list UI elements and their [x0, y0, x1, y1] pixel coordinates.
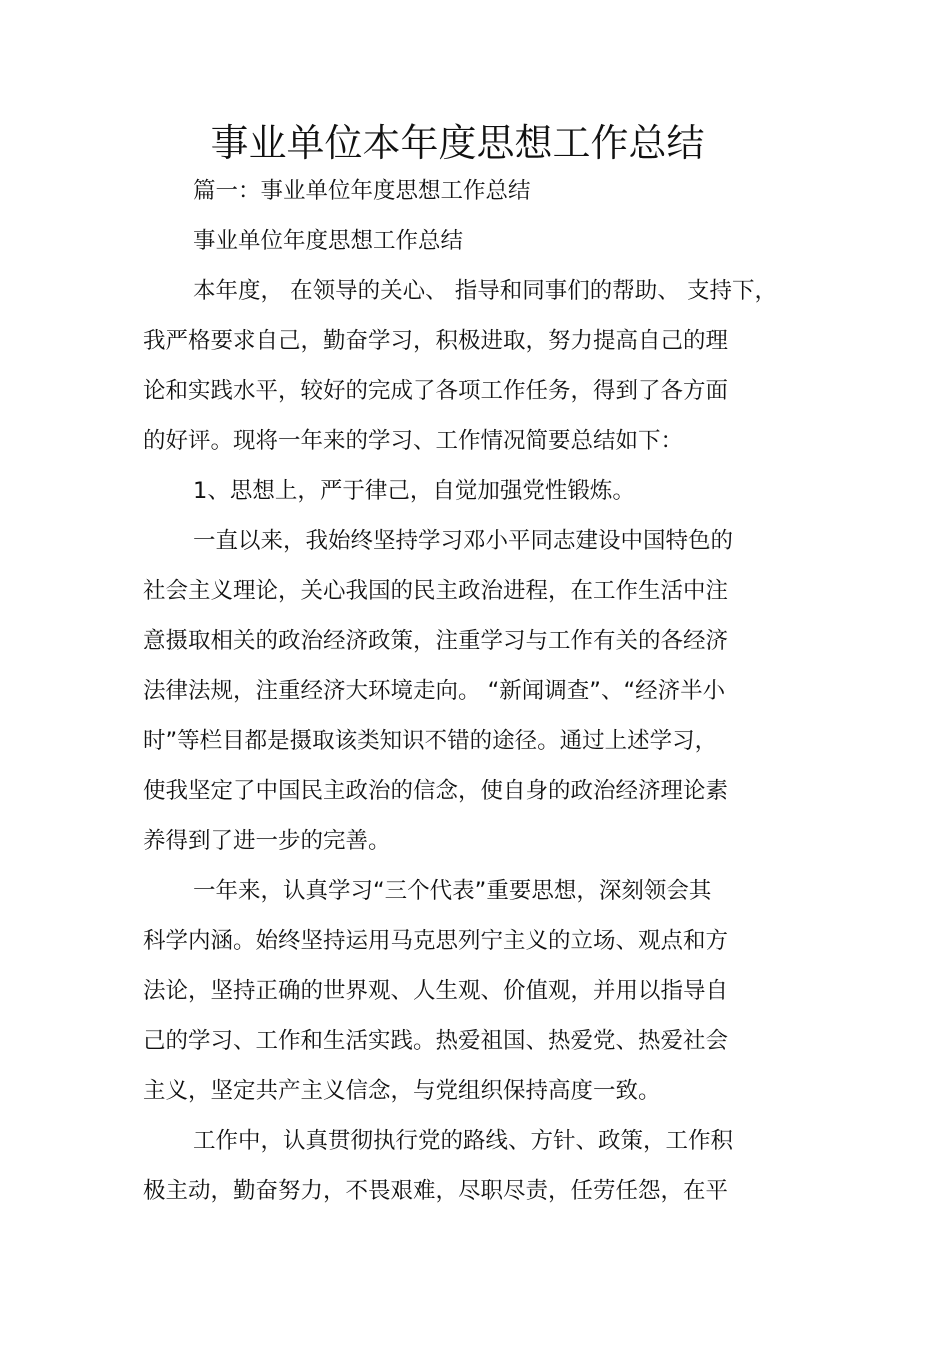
- paragraph-line: 时”等栏目都是摄取该类知识不错的途径。通过上述学习，: [143, 728, 718, 754]
- paragraph-line: 使我坚定了中国民主政治的信念，使自身的政治经济理论素: [143, 778, 729, 804]
- subsection-heading: 事业单位年度思想工作总结: [193, 228, 464, 254]
- paragraph-line: 工作中，认真贯彻执行党的路线、方针、政策，工作积: [193, 1128, 734, 1154]
- section-heading: 篇一：事业单位年度思想工作总结: [193, 178, 531, 204]
- paragraph-line: 一直以来，我始终坚持学习邓小平同志建设中国特色的: [193, 528, 734, 554]
- paragraph-line: 社会主义理论，关心我国的民主政治进程，在工作生活中注: [143, 578, 729, 604]
- paragraph-line: 意摄取相关的政治经济政策，注重学习与工作有关的各经济: [143, 628, 729, 654]
- paragraph-line: 主义，坚定共产主义信念，与党组织保持高度一致。: [143, 1078, 661, 1104]
- point-heading: 1、思想上，严于律己，自觉加强党性锻炼。: [193, 478, 635, 504]
- paragraph-line: 本年度， 在领导的关心、 指导和同事们的帮助、 支持下，: [193, 278, 777, 304]
- paragraph-line: 的好评。现将一年来的学习、工作情况简要总结如下：: [143, 428, 684, 454]
- paragraph-line: 法律法规，注重经济大环境走向。 “新闻调查”、“经济半小: [143, 678, 726, 704]
- paragraph-line: 论和实践水平，较好的完成了各项工作任务，得到了各方面: [143, 378, 729, 404]
- paragraph-line: 一年来，认真学习“三个代表”重要思想，深刻领会其: [193, 878, 712, 904]
- paragraph-line: 极主动，勤奋努力，不畏艰难，尽职尽责，任劳任怨，在平: [143, 1178, 729, 1204]
- paragraph-line: 法论，坚持正确的世界观、人生观、价值观，并用以指导自: [143, 978, 729, 1004]
- paragraph-line: 养得到了进一步的完善。: [143, 828, 391, 854]
- document-title: 事业单位本年度思想工作总结: [210, 121, 705, 165]
- paragraph-line: 我严格要求自己，勤奋学习，积极进取，努力提高自己的理: [143, 328, 729, 354]
- paragraph-line: 己的学习、工作和生活实践。热爱祖国、热爱党、热爱社会: [143, 1028, 729, 1054]
- paragraph-line: 科学内涵。始终坚持运用马克思列宁主义的立场、观点和方: [143, 928, 729, 954]
